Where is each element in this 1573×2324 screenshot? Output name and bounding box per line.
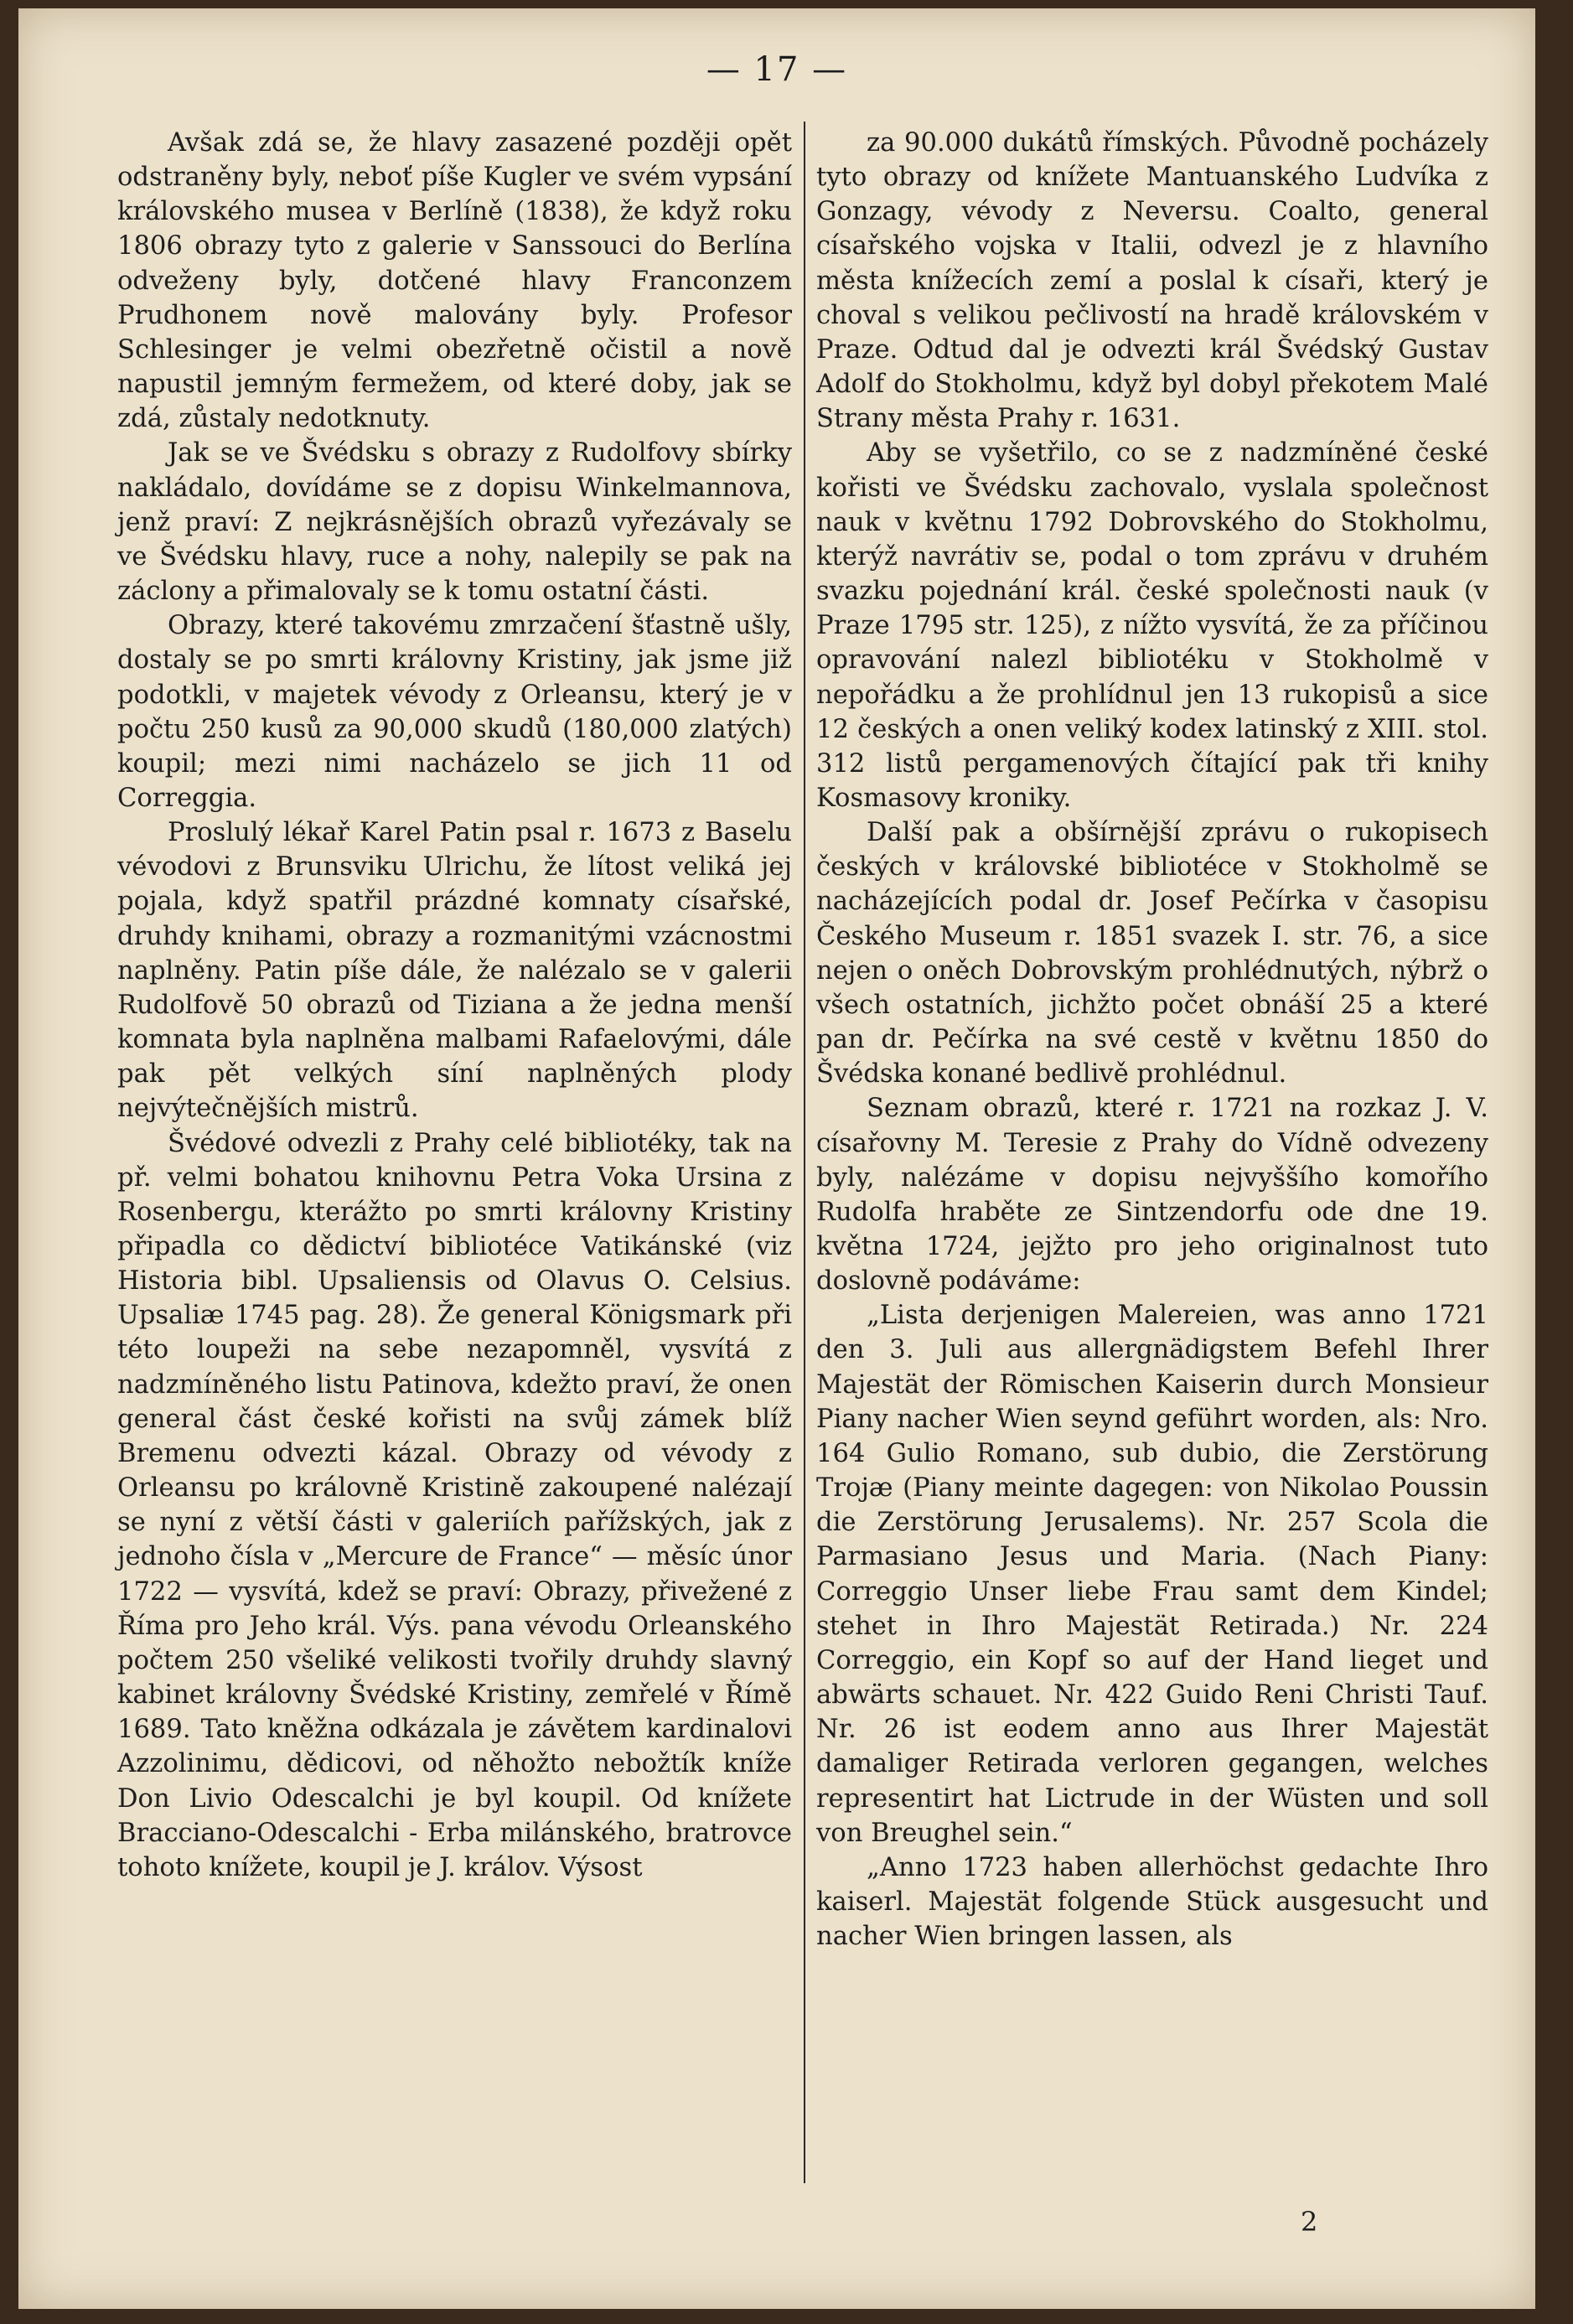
book-page [18, 8, 1535, 2309]
paragraph: Seznam obrazů, které r. 1721 na rozkaz J. V. císařovny M. Teresie z Prahy do Vídně odvezeny byly, nalézáme v dopisu nejvyššího komořího Rudolfa hraběte ze Sintzendorfu ode dne 19. května 1724, jejžto pro jeho originalnost tuto doslovně podáváme: [816, 1094, 1488, 1297]
paragraph: Proslulý lékař Karel Patin psal r. 1673 z Baselu vévodovi z Brunsviku Ulrichu, že lítost veliká jej pojala, když spatřil prázdné komnaty císařské, druhdy knihami, obrazy a rozmanitými vzácnostmi naplněny. Patin píše dále, že nalézalo se v galerii Rudolfově 50 obrazů od Tiziana a že jedna menší komnata byla naplněna malbami Rafaelovými, dále pak pět velkých síní naplněných plody nejvýtečnějších mistrů. [117, 818, 792, 1124]
right-column [816, 126, 1488, 1954]
paragraph: Aby se vyšetřilo, co se z nadzmíněné české kořisti ve Švédsku zachovalo, vyslala společnost nauk v květnu 1792 Dobrovského do Stokholmu, kterýž navrátiv se, podal o tom zprávu v druhém svazku pojednání král. české společnosti nauk (v Praze 1795 str. 125), z nížto vysvítá, že za příčinou opravování nalezl bibliotéku v Stokholmě v nepořádku a že prohlídnul jen 13 rukopisů a sice 12 českých a onen veliký kodex latinský z XIII. stol. 312 listů pergamenových čítající pak tři knihy Kosmasovy kroniky. [816, 438, 1488, 813]
paragraph: Švédové odvezli z Prahy celé bibliotéky, tak na př. velmi bohatou knihovnu Petra Voka Ursina z Rosenbergu, kterážto po smrti královny Kristiny připadla co dědictví bibliotéce Vatikánské (viz Historia bibl. Upsaliensis od Olavus O. Celsius. Upsaliæ 1745 pag. 28). Že general Königsmark při této loupeži na sebe nezapomněl, vysvítá z nadzmíněného listu Patinova, kdežto praví, že onen general část české kořisti na svůj zámek blíž Bremenu odvezti kázal. Obrazy od vévody z Orleansu po královně Kristině zakoupené nalézají se nyní z větší části v galeriích pařížských, jak z jednoho čísla v „Mercure de France“ — měsíc únor 1722 — vysvítá, kdež se praví: Obrazy, přivežené z Říma pro Jeho král. Výs. pana vévodu Orleanského počtem 250 všeliké velikosti tvořily druhdy slavný kabinet královny Švédské Kristiny, zemřelé v Římě 1689. Tato kněžna odkázala je závětem kardinalovi Azzolinimu, dědicovi, od něhožto nebožtík kníže Don Livio Odescalchi je byl koupil. Od knížete Bracciano-Odescalchi - Erba milánského, bratrovce tohoto knížete, koupil je J. králov. Výsost [117, 1128, 792, 1882]
paragraph: Obrazy, které takovému zmrzačení šťastně ušly, dostaly se po smrti královny Kristiny, jak jsme již podotkli, v majetek vévody z Orleansu, který je v počtu 250 kusů za 90,000 skudů (180,000 zlatých) koupil; mezi nimi nacházelo se jich 11 od Correggia. [117, 611, 792, 813]
paragraph: „Lista derjenigen Malereien, was anno 1721 den 3. Juli aus allergnädigstem Befehl Ihrer Majestät der Römischen Kaiserin durch Monsieur Piany nacher Wien seynd geführt worden, als: Nro. 164 Gulio Romano, sub dubio, die Zerstörung Trojæ (Piany meinte dagegen: von Nikolao Poussin die Zerstörung Jerusalems). Nr. 257 Scola die Parmasiano Jesus und Maria. (Nach Piany: Correggio Unser liebe Frau samt dem Kindel; stehet in Ihro Majestät Retirada.) Nr. 224 Correggio, ein Kopf so auf der Hand lieget und abwärts schauet. Nr. 422 Guido Reni Christi Tauf. Nr. 26 ist eodem anno aus Ihrer Majestät damaliger Retirada verloren gegangen, welches representirt hat Lictrude in der Wüsten und soll von Breughel sein.“ [816, 1301, 1488, 1848]
column-divider [804, 122, 805, 2183]
paragraph: „Anno 1723 haben allerhöchst gedachte Ihro kaiserl. Majestät folgende Stück ausgesucht und nacher Wien bringen lassen, als [816, 1852, 1488, 1952]
page-number: — 17 — [706, 50, 848, 89]
signature-mark: 2 [1301, 2206, 1318, 2238]
paragraph: za 90.000 dukátů římských. Původně pocházely tyto obrazy od knížete Mantuanského Ludvíka z Gonzagy, vévody z Neversu. Coalto, general císařského vojska v Italii, odvezl je z hlavního města knížecích zemí a poslal k císaři, který je choval s velikou pečlivostí na hradě královském v Praze. Odtud dal je odvezti král Švédský Gustav Adolf do Stokholmu, když byl dobyl překotem Malé Strany města Prahy r. 1631. [816, 128, 1488, 434]
paragraph: Další pak a obšírnější zprávu o rukopisech českých v královské bibliotéce v Stokholmě se nacházejících podal dr. Josef Pečírka v časopisu Českého Museum r. 1851 svazek I. str. 76, a sice nejen o oněch Dobrovským prohlédnutých, nýbrž o všech ostatních, jichžto počet obnáší 25 a které pan dr. Pečírka na své cestě v květnu 1850 do Švédska konané bedlivě prohlédnul. [816, 818, 1488, 1090]
paragraph: Avšak zdá se, že hlavy zasazené později opět odstraněny byly, neboť píše Kugler ve svém vypsání královského musea v Berlíně (1838), že když roku 1806 obrazy tyto z galerie v Sanssouci do Berlína odveženy byly, dotčené hlavy Franconzem Prudhonem nově malovány byly. Profesor Schlesinger je velmi obezřetně očistil a nově napustil jemným fermežem, od které doby, jak se zdá, zůstaly nedotknuty. [117, 128, 792, 434]
left-column [117, 126, 792, 1885]
paragraph: Jak se ve Švédsku s obrazy z Rudolfovy sbírky nakládalo, dovídáme se z dopisu Winkelmannova, jenž praví: Z nejkrásnějších obrazů vyřezávaly se ve Švédsku hlavy, ruce a nohy, nalepily se pak na záclony a přimalovaly se k tomu ostatní části. [117, 438, 792, 607]
